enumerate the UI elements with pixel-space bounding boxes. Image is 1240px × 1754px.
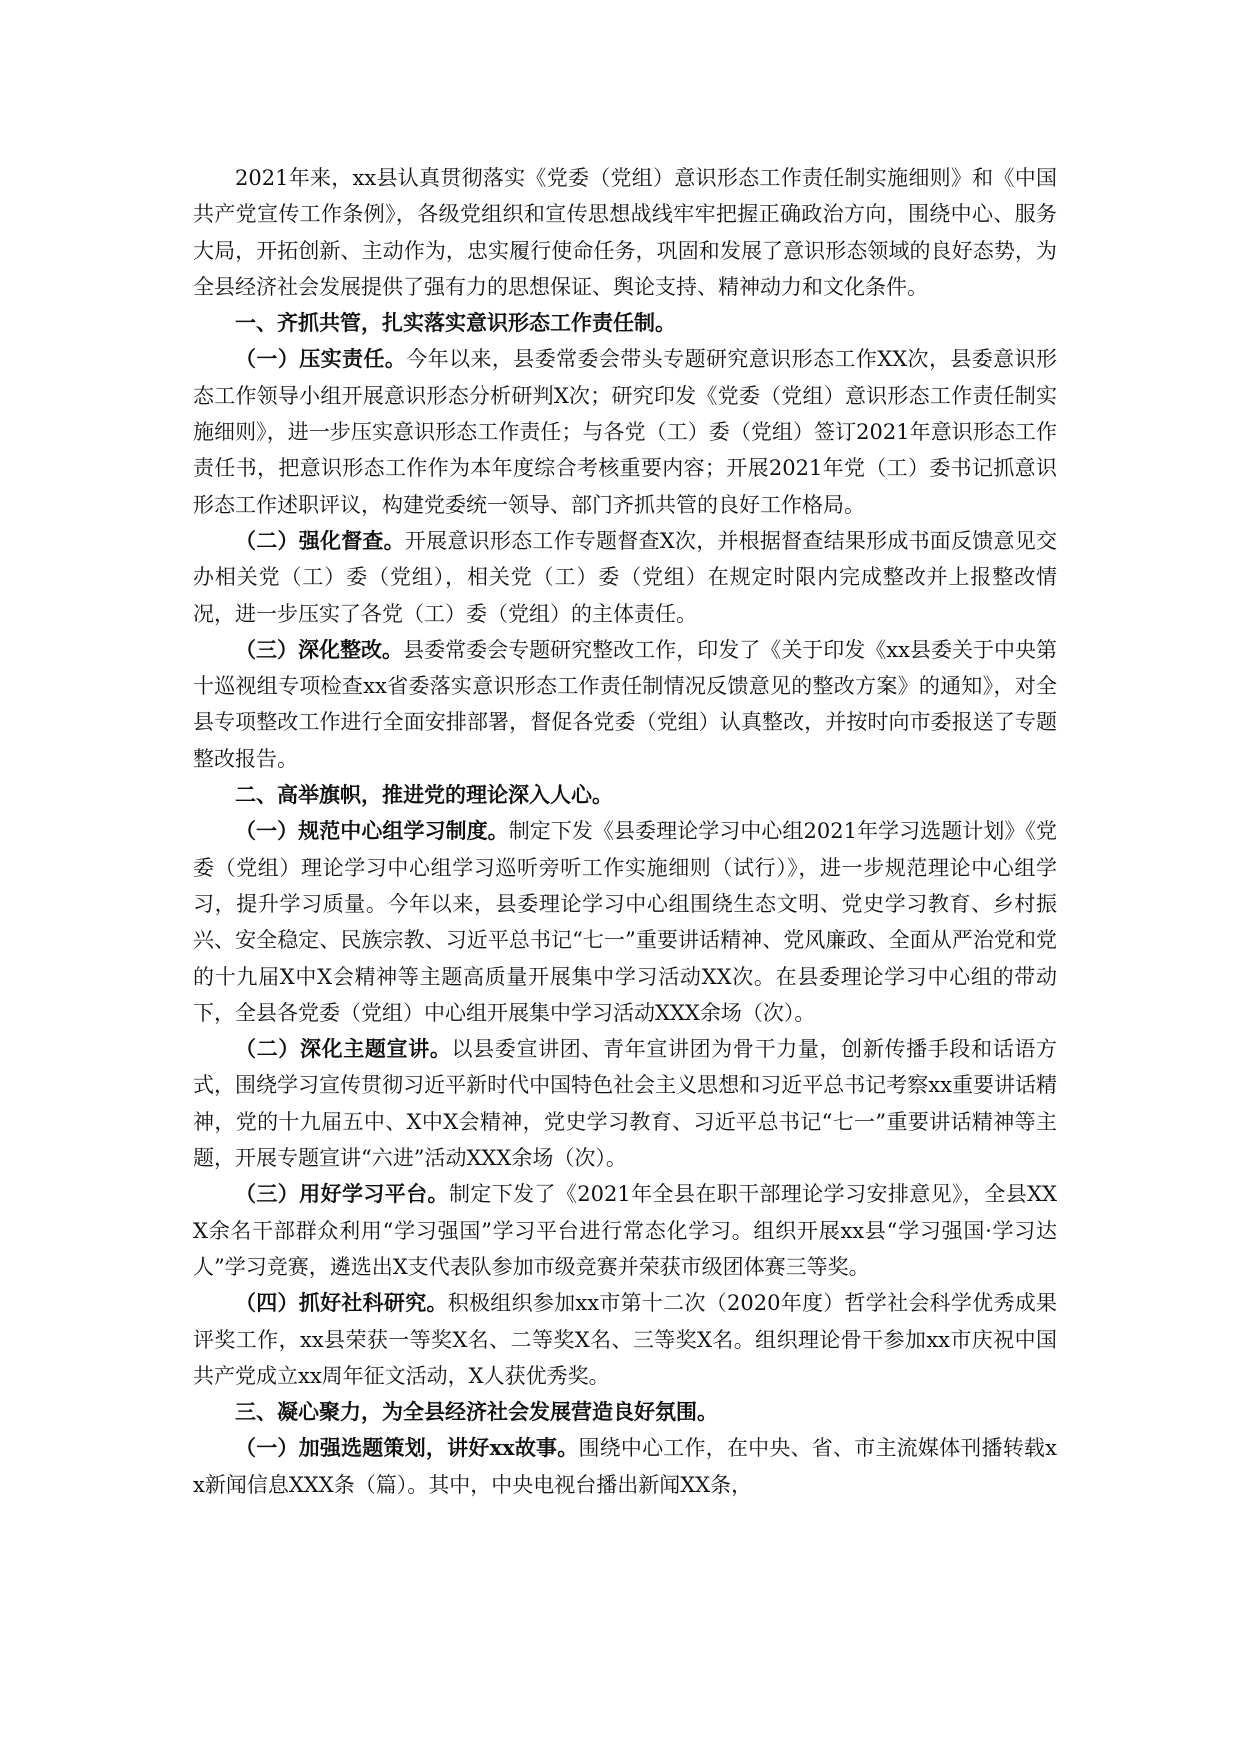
subsection-lead: （一）规范中心组学习制度。 <box>235 818 509 844</box>
subsection-body: 开展意识形态工作专题督查X次，并根据督查结果形成书面反馈意见交办相关党（工）委（党组），相关党（工）委（党组）在规定时限内完成整改并上报整改情况，进一步压实了各党（工）委（党组）的主体责任。 <box>193 528 1057 626</box>
subsection-2-1 <box>193 813 1057 1031</box>
section-heading-2: 二、高举旗帜，推进党的理论深入人心。 <box>235 782 613 808</box>
subsection-lead: （二）强化督查。 <box>235 527 405 553</box>
subsection-2-4 <box>193 1285 1057 1394</box>
subsection-body: 制定下发了《2021年全县在职干部理论学习安排意见》，全县XXX余名干部群众利用“学习强国”学习平台进行常态化学习。组织开展xx县“学习强国·学习达人”学习竞赛，遴选出X支代表队参加市级竞赛并荣获市级团体赛三等奖。 <box>193 1182 1058 1279</box>
subsection-lead: （一）压实责任。 <box>235 346 407 372</box>
document-page <box>193 160 1057 1503</box>
subsection-body: 今年以来，县委常委会带头专题研究意识形态工作XX次，县委意识形态工作领导小组开展意识形态分析研判X次；研究印发《党委（党组）意识形态工作责任制实施细则》，进一步压实意识形态工作责任；与各党（工）委（党组）签订2021年意识形态工作责任书，把意识形态工作作为本年度综合考核重要内容；开展2021年党（工）委书记抓意识形态工作述职评议，构建党委统一领导、部门齐抓共管的良好工作格局。 <box>193 347 1057 517</box>
subsection-2-2 <box>193 1031 1057 1176</box>
subsection-lead: （二）深化主题宣讲。 <box>235 1036 452 1062</box>
subsection-1-3 <box>193 632 1057 777</box>
subsection-body: 县委常委会专题研究整改工作，印发了《关于印发《xx县委关于中央第十巡视组专项检查xx省委落实意识形态工作责任制情况反馈意见的整改方案》的通知》，对全县专项整改工作进行全面安排部署，督促各党委（党组）认真整改，并按时向市委报送了专题整改报告。 <box>193 637 1058 771</box>
subsection-body: 以县委宣讲团、青年宣讲团为骨干力量，创新传播手段和话语方式，围绕学习宣传贯彻习近平新时代中国特色社会主义思想和习近平总书记考察xx重要讲话精神，党的十九届五中、X中X会精神，党史学习教育、习近平总书记“七一”重要讲话精神等主题，开展专题宣讲“六进”活动XXX余场（次）。 <box>193 1037 1058 1171</box>
subsection-2-3 <box>193 1176 1057 1285</box>
section-heading-3: 三、凝心聚力，为全县经济社会发展营造良好氛围。 <box>235 1399 718 1425</box>
subsection-lead: （四）抓好社科研究。 <box>235 1290 448 1316</box>
subsection-body: 制定下发《县委理论学习中心组2021年学习选题计划》《党委（党组）理论学习中心组学习巡听旁听工作实施细则（试行）》，进一步规范理论中心组学习，提升学习质量。今年以来，县委理论学习中心组围绕生态文明、党史学习教育、乡村振兴、安全稳定、民族宗教、习近平总书记“七一”重要讲话精神、党风廉政、全面从严治党和党的十九届X中X会精神等主题高质量开展集中学习活动XX次。在县委理论学习中心组的带动下，全县各党委（党组）中心组开展集中学习活动XXX余场（次）。 <box>193 819 1057 1025</box>
intro-paragraph: 2021年来，xx县认真贯彻落实《党委（党组）意识形态工作责任制实施细则》和《中国共产党宣传工作条例》，各级党组织和宣传思想战线牢牢把握正确政治方向，围绕中心、服务大局，开拓创新、主动作为，忠实履行使命任务，巩固和发展了意识形态领域的良好态势，为全县经济社会发展提供了强有力的思想保证、舆论支持、精神动力和文化条件。 <box>193 166 1057 299</box>
subsection-lead: （一）加强选题策划，讲好xx故事。 <box>235 1435 579 1461</box>
subsection-body: 积极组织参加xx市第十二次（2020年度）哲学社会科学优秀成果评奖工作，xx县荣获一等奖X名、二等奖X名、三等奖X名。组织理论骨干参加xx市庆祝中国共产党成立xx周年征文活动，X人获优秀奖。 <box>193 1291 1057 1388</box>
section-heading-1: 一、齐抓共管，扎实落实意识形态工作责任制。 <box>235 310 676 336</box>
subsection-lead: （三）深化整改。 <box>235 636 404 662</box>
subsection-lead: （三）用好学习平台。 <box>235 1181 449 1207</box>
subsection-1-2 <box>193 523 1057 632</box>
subsection-3-1 <box>193 1430 1057 1503</box>
subsection-1-1 <box>193 341 1057 522</box>
subsection-body: 围绕中心工作，在中央、省、市主流媒体刊播转载xx新闻信息XXX条（篇）。其中，中央电视台播出新闻XX条， <box>193 1436 1057 1497</box>
